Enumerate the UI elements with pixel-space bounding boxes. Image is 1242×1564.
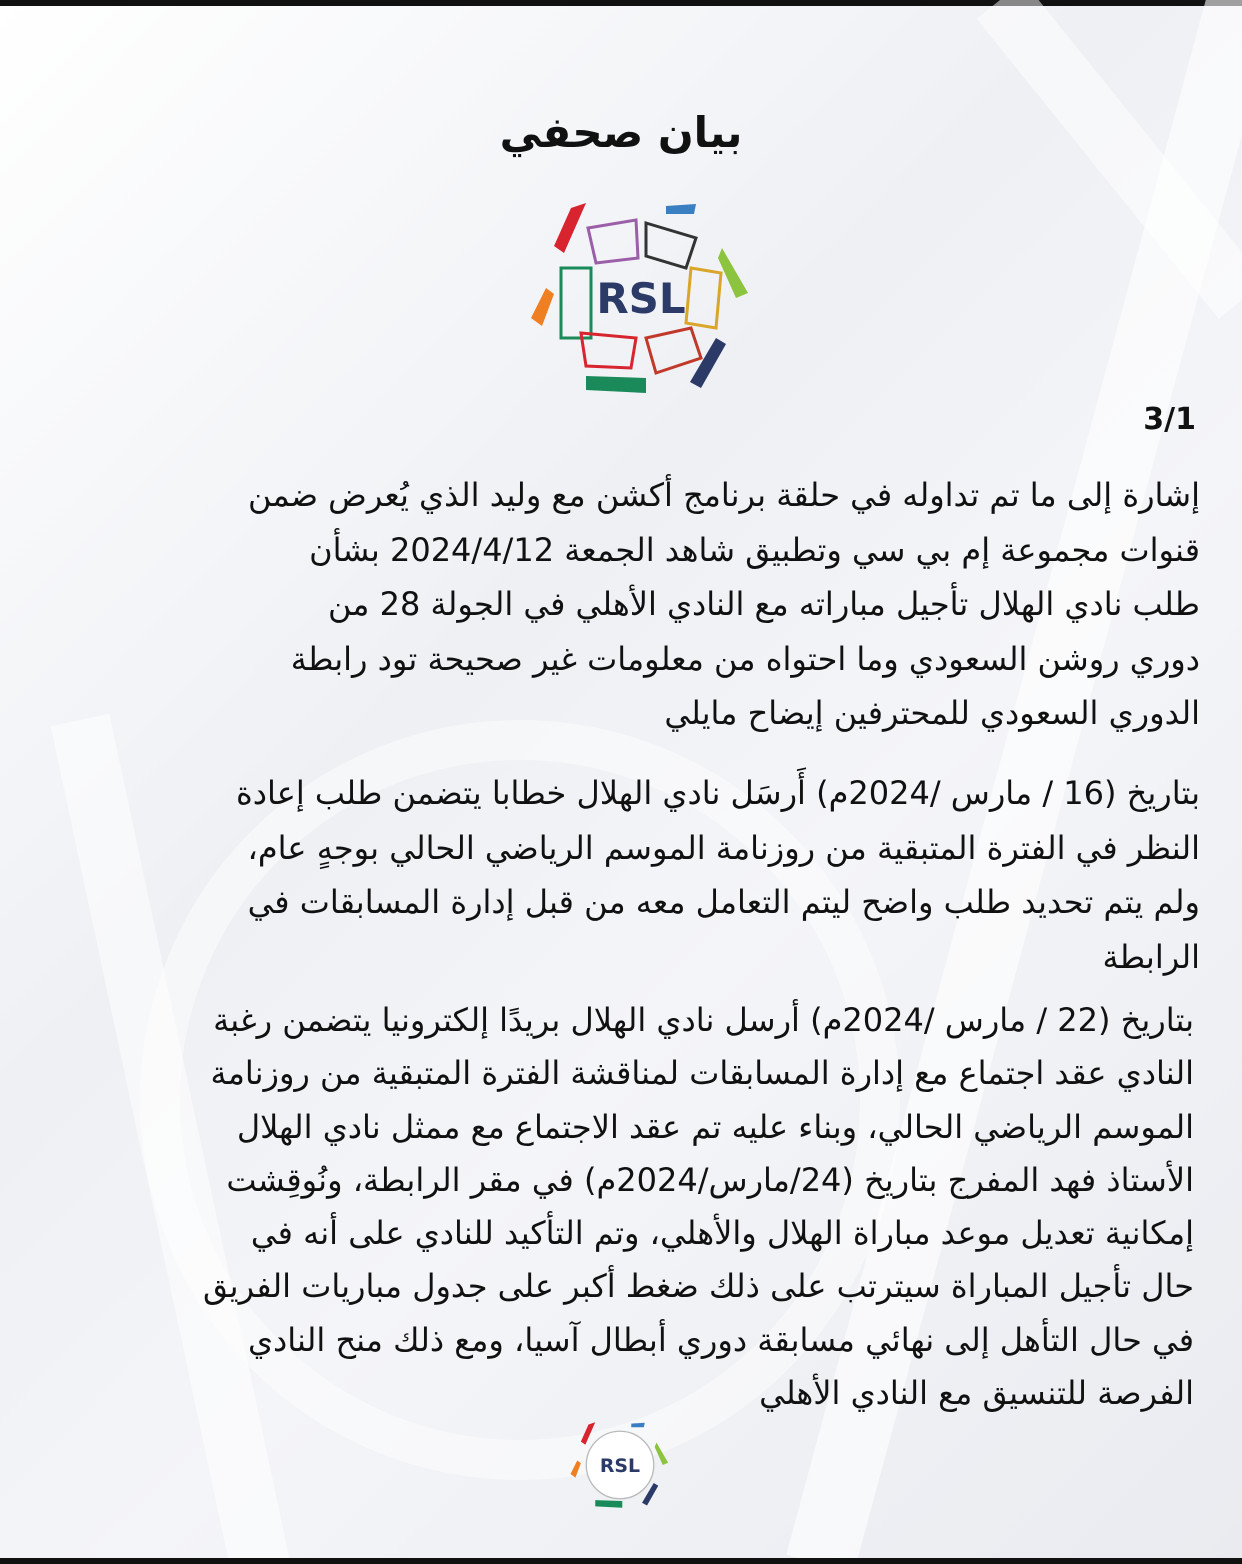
text-line: النادي عقد اجتماع مع إدارة المسابقات لمناقشة الفترة المتبقية من روزنامة <box>210 1054 1194 1093</box>
paragraph-march-16 <box>236 766 1200 984</box>
text-line: الأستاذ فهد المفرج بتاريخ (24/مارس/2024م) في مقر الرابطة، ونُوقِشت <box>226 1160 1194 1199</box>
text-line: قنوات مجموعة إم بي سي وتطبيق شاهد الجمعة 2024/4/12 بشأن <box>309 530 1200 569</box>
paragraph-intro <box>248 468 1200 741</box>
text-line: الرابطة <box>1102 937 1200 976</box>
text-line: إشارة إلى ما تم تداوله في حلقة برنامج أكشن مع وليد الذي يُعرض ضمن <box>247 476 1200 514</box>
text-line: الفرصة للتنسيق مع النادي الأهلي <box>759 1374 1194 1413</box>
text-line: في حال التأهل إلى نهائي مسابقة دوري أبطال آسيا، ومع ذلك منح النادي <box>247 1320 1194 1359</box>
paragraph-march-22 <box>203 994 1194 1420</box>
rsl-logo-small <box>568 1420 672 1510</box>
text-line: النظر في الفترة المتبقية من روزنامة الموسم الرياضي الحالي بوجهٍ عام، <box>247 828 1200 867</box>
text-line: حال تأجيل المباراة سيترتب على ذلك ضغط أكبر على جدول مباريات الفريق <box>202 1267 1194 1306</box>
bottom-border <box>0 1558 1242 1564</box>
page-title: بيان صحفي <box>499 108 743 157</box>
text-line: بتاريخ (16 / مارس /2024م) أَرسَل نادي الهلال خطابا يتضمن طلب إعادة <box>235 774 1200 812</box>
rsl-logo-text: RSL <box>596 274 686 323</box>
text-line: دوري روشن السعودي وما احتواه من معلومات غير صحيحة تود رابطة <box>290 639 1200 678</box>
text-line: الموسم الرياضي الحالي، وبناء عليه تم عقد الاجتماع مع ممثل نادي الهلال <box>236 1107 1194 1146</box>
rsl-logo <box>526 198 756 398</box>
text-line: الدوري السعودي للمحترفين إيضاح مايلي <box>664 694 1200 732</box>
text-line: ولم يتم تحديد طلب واضح ليتم التعامل معه من قبل إدارة المسابقات في <box>247 883 1200 921</box>
page-number: 3/1 <box>1143 402 1196 437</box>
text-line: طلب نادي الهلال تأجيل مباراته مع النادي الأهلي في الجولة 28 من <box>327 585 1200 623</box>
text-line: إمكانية تعديل موعد مباراة الهلال والأهلي، وتم التأكيد للنادي على أنه في <box>250 1214 1194 1253</box>
text-line: بتاريخ (22 / مارس /2024م) أرسل نادي الهلال بريدًا إلكترونيا يتضمن رغبة <box>213 1001 1194 1039</box>
rsl-logo-small-text: RSL <box>599 1454 641 1477</box>
